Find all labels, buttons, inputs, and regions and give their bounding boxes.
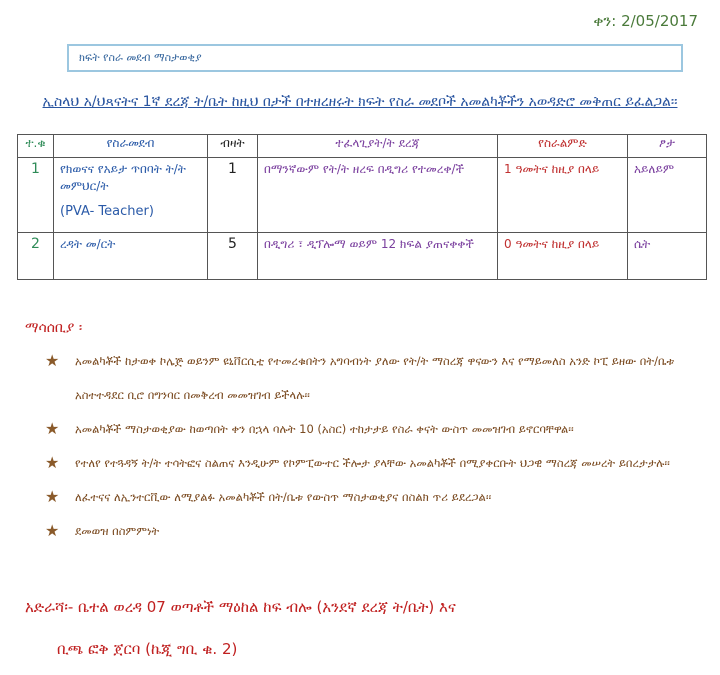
row-sex: አይለይም bbox=[628, 158, 707, 233]
header-count: ብዛት bbox=[208, 135, 258, 158]
position-title: ረዳት መ/ርት bbox=[60, 237, 116, 251]
header-experience: የስራልምድ bbox=[498, 135, 628, 158]
row-count: 1 bbox=[208, 158, 258, 233]
table-header-row bbox=[18, 135, 707, 158]
requirements-title: ማሳሰቢያ ፡ bbox=[25, 320, 83, 336]
star-bullet-icon: ★ bbox=[45, 521, 60, 540]
row-number: 1 bbox=[18, 158, 54, 233]
row-experience: 1 ዓመትና ከዚያ በላይ bbox=[498, 158, 628, 233]
title-box bbox=[67, 44, 683, 72]
star-bullet-icon: ★ bbox=[45, 453, 60, 472]
list-item-text: ለፈተናና ለኢንተርቪው ለሚያልፉ አመልካቾች በት/ቤቱ የውስጥ ማስታወቂያና በስልክ ጥሪ ይደረጋል፡፡ bbox=[75, 490, 492, 504]
header-number: ተ.ቁ bbox=[18, 135, 54, 158]
row-experience: 0 ዓመትና ከዚያ በላይ bbox=[498, 233, 628, 280]
title-box-text: ክፍት የስራ መደብ ማስታወቂያ bbox=[79, 51, 202, 64]
position-subtitle: (PVA- Teacher) bbox=[60, 204, 154, 219]
row-sex: ሴት bbox=[628, 233, 707, 280]
address-line-1: አድራሻ፡- ቤተል ወረዳ 07 ወጣቶች ማዕከል ከፍ ብሎ (አንደኛ ደረጃ ት/ቤት) እና bbox=[25, 598, 456, 616]
address-line-2: ቢጫ ፎቅ ጀርባ (ኬጂ ግቢ ቁ. 2) bbox=[57, 640, 238, 658]
table-row bbox=[18, 233, 707, 280]
star-bullet-icon: ★ bbox=[45, 419, 60, 438]
position-title: የክወናና የአይታ ጥበባት ት/ት መምህር/ት bbox=[60, 162, 186, 193]
header-sex: ፆታ bbox=[628, 135, 707, 158]
row-position bbox=[54, 233, 208, 280]
table-row bbox=[18, 158, 707, 233]
list-item bbox=[45, 480, 705, 514]
header-position: የስራመደብ bbox=[54, 135, 208, 158]
star-bullet-icon: ★ bbox=[45, 351, 60, 370]
list-item-text: አመልካቾች ማስታወቂያው ከወጣበት ቀን በኋላ ባሉት 10 (አስር) ተከታታይ የስራ ቀናት ውስጥ መመዝገብ ይኖርባቸዋል፡፡ bbox=[75, 422, 574, 436]
row-number: 2 bbox=[18, 233, 54, 280]
header-education: ተፈላጊያት/ት ደረጃ bbox=[258, 135, 498, 158]
row-position bbox=[54, 158, 208, 233]
row-count: 5 bbox=[208, 233, 258, 280]
list-item-text: የተለየ የተጓዳኝ ት/ት ተሳትፎና ስልጠና እንዲሁም የኮምፒውተር ችሎታ ያላቸው አመልካቾች በሚያቀርቡት ህጋዊ ማስረጃ መሠረት ይበረታታሉ፡፡ bbox=[75, 456, 670, 470]
list-item-text: አመልካቾች ከታወቀ ኮሌጅ ወይንም ዩኒቨርሲቲ የተመረቁበትን አግባብነት ያለው የት/ት ማስረጃ ዋናውን እና የማይመለስ አንድ ኮፒ ይዘው በት/ቤቱ አስተተዳደር ቢሮ በግንባር በመቅረብ መመዝገብ ይችላሉ፡፡ bbox=[75, 354, 675, 402]
list-item bbox=[45, 344, 705, 412]
announcement-date: ቀን: 2/05/2017 bbox=[593, 12, 698, 30]
intro-paragraph: ኢስላህ አ/ህጻናትና 1ኛ ደረጃ ት/ቤት ከዚህ በታች በተዘረዘሩት ክፍት የስራ መደቦች አመልካቾችን አወዳድሮ መቅጠር ይፈልጋል፡፡ bbox=[42, 94, 678, 110]
row-education: በዲግሪ ፣ ዲፕሎማ ወይም 12 ክፍል ያጠናቀቀች bbox=[258, 233, 498, 280]
list-item bbox=[45, 514, 705, 548]
requirements-list bbox=[45, 344, 705, 548]
list-item-text: ደመወዝ በስምምነት bbox=[75, 524, 160, 538]
row-education: በማንኛውም የት/ት ዘረፍ በዲግሪ የተመረቀ/ች bbox=[258, 158, 498, 233]
star-bullet-icon: ★ bbox=[45, 487, 60, 506]
list-item bbox=[45, 446, 705, 480]
list-item bbox=[45, 412, 705, 446]
vacancy-table bbox=[17, 134, 707, 280]
